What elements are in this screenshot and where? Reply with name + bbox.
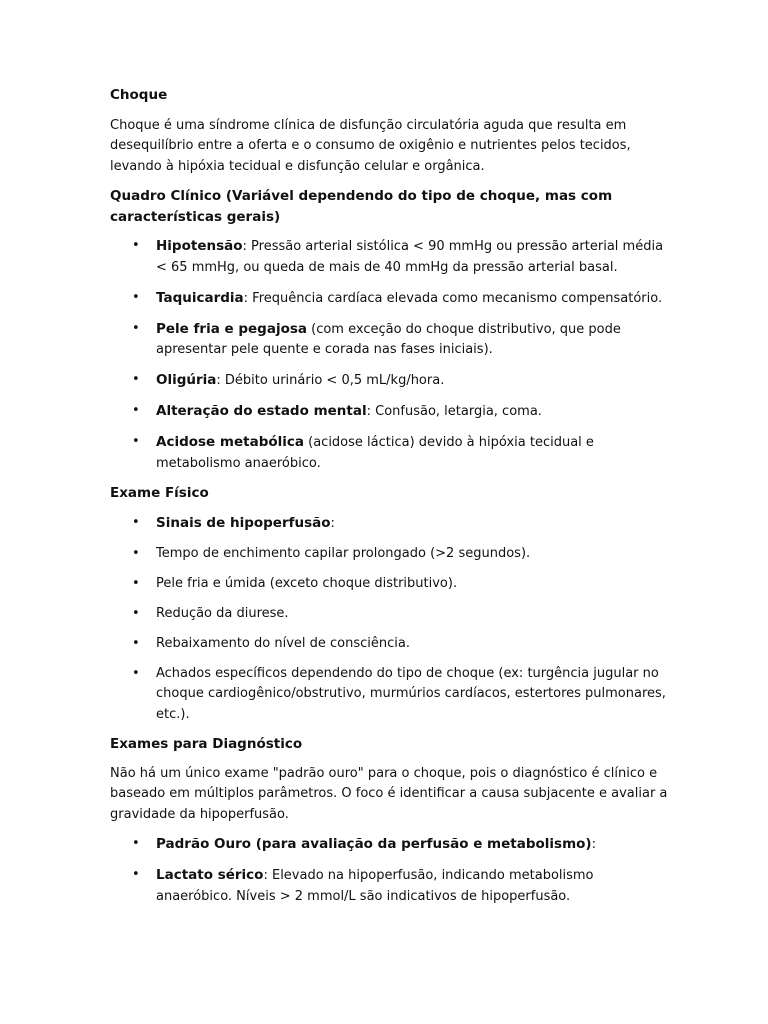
bullet-icon: • — [132, 605, 140, 621]
list-item — [110, 574, 668, 595]
list-item — [110, 370, 668, 392]
bullet-icon: • — [132, 289, 140, 305]
item-term: Sinais de hipoperfusão — [156, 514, 331, 531]
item-text: : Frequência cardíaca elevada como mecanismo compensatório. — [243, 290, 663, 306]
list-item — [110, 401, 668, 423]
diagnostico-list — [110, 834, 668, 907]
item-term: Hipotensão — [156, 238, 243, 254]
list-item — [110, 604, 668, 625]
list-item — [110, 513, 668, 535]
bullet-icon: • — [132, 867, 140, 882]
bullet-icon: • — [132, 836, 140, 851]
bullet-icon: • — [132, 403, 140, 418]
item-text: Tempo de enchimento capilar prolongado (>2 segundos). — [156, 545, 531, 561]
section-heading-diagnostico: Exames para Diagnóstico — [110, 736, 303, 752]
item-text: : Confusão, letargia, coma. — [366, 404, 542, 419]
section-heading-quadro: Quadro Clínico (Variável dependendo do tipo de choque, mas com características gerais) — [110, 188, 613, 225]
item-term: Alteração do estado mental — [156, 403, 367, 419]
list-item — [110, 664, 668, 726]
item-text: (com exceção do choque distributivo, que pode apresentar pele quente e corada nas fases iniciais). — [156, 321, 621, 357]
list-item — [110, 319, 668, 361]
item-term: Acidose metabólica — [156, 434, 304, 450]
bullet-icon: • — [132, 434, 140, 449]
item-text: : — [591, 837, 596, 852]
bullet-icon: • — [132, 320, 140, 336]
item-term: Taquicardia — [156, 289, 244, 306]
list-item — [110, 865, 668, 907]
item-text: : Débito urinário < 0,5 mL/kg/hora. — [216, 373, 445, 388]
item-text: Redução da diurese. — [156, 605, 289, 621]
list-item — [110, 288, 668, 310]
list-item — [110, 834, 668, 856]
item-text: Rebaixamento do nível de consciência. — [156, 635, 410, 651]
list-item — [110, 634, 668, 655]
item-term: Pele fria e pegajosa — [156, 320, 307, 337]
bullet-icon: • — [132, 575, 140, 591]
item-term: Lactato sérico — [156, 867, 264, 883]
section-heading-exame: Exame Físico — [110, 485, 209, 501]
bullet-icon: • — [132, 545, 140, 561]
bullet-icon: • — [132, 372, 140, 387]
item-term: Padrão Ouro (para avaliação da perfusão e metabolismo) — [156, 836, 592, 852]
list-item — [110, 236, 668, 278]
bullet-icon: • — [132, 514, 140, 530]
item-text: Achados específicos dependendo do tipo de choque (ex: turgência jugular no choque cardiogênico/obstrutivo, murmúrios cardíacos, estertores pulmonares, etc.). — [156, 665, 666, 722]
item-text: (acidose láctica) devido à hipóxia tecidual e metabolismo anaeróbico. — [156, 435, 594, 471]
quadro-list — [110, 236, 668, 474]
exame-list — [110, 513, 668, 726]
list-item — [110, 432, 668, 474]
item-text: Pele fria e úmida (exceto choque distributivo). — [156, 575, 458, 591]
intro-paragraph: Choque é uma síndrome clínica de disfunção circulatória aguda que resulta em desequilíbrio entre a oferta e o consumo de oxigênio e nutrientes pelos tecidos, levando à hipóxia tecidual e disfunção celular e orgânica. — [110, 117, 631, 174]
item-term: Oligúria — [156, 372, 217, 388]
item-text: : Pressão arterial sistólica < 90 mmHg ou pressão arterial média < 65 mmHg, ou queda de mais de 40 mmHg da pressão arterial basal. — [156, 239, 664, 275]
bullet-icon: • — [132, 665, 140, 681]
bullet-icon: • — [132, 238, 140, 253]
bullet-icon: • — [132, 635, 140, 651]
list-item — [110, 544, 668, 565]
document-title: Choque — [110, 87, 168, 103]
diagnostico-paragraph: Não há um único exame "padrão ouro" para o choque, pois o diagnóstico é clínico e baseado em múltiplos parâmetros. O foco é identificar a causa subjacente e avaliar a gravidade da hipoperfusão. — [110, 765, 668, 822]
item-text: : — [330, 515, 335, 531]
item-text: : Elevado na hipoperfusão, indicando metabolismo anaeróbico. Níveis > 2 mmol/L são indicativos de hipoperfusão. — [156, 868, 594, 904]
